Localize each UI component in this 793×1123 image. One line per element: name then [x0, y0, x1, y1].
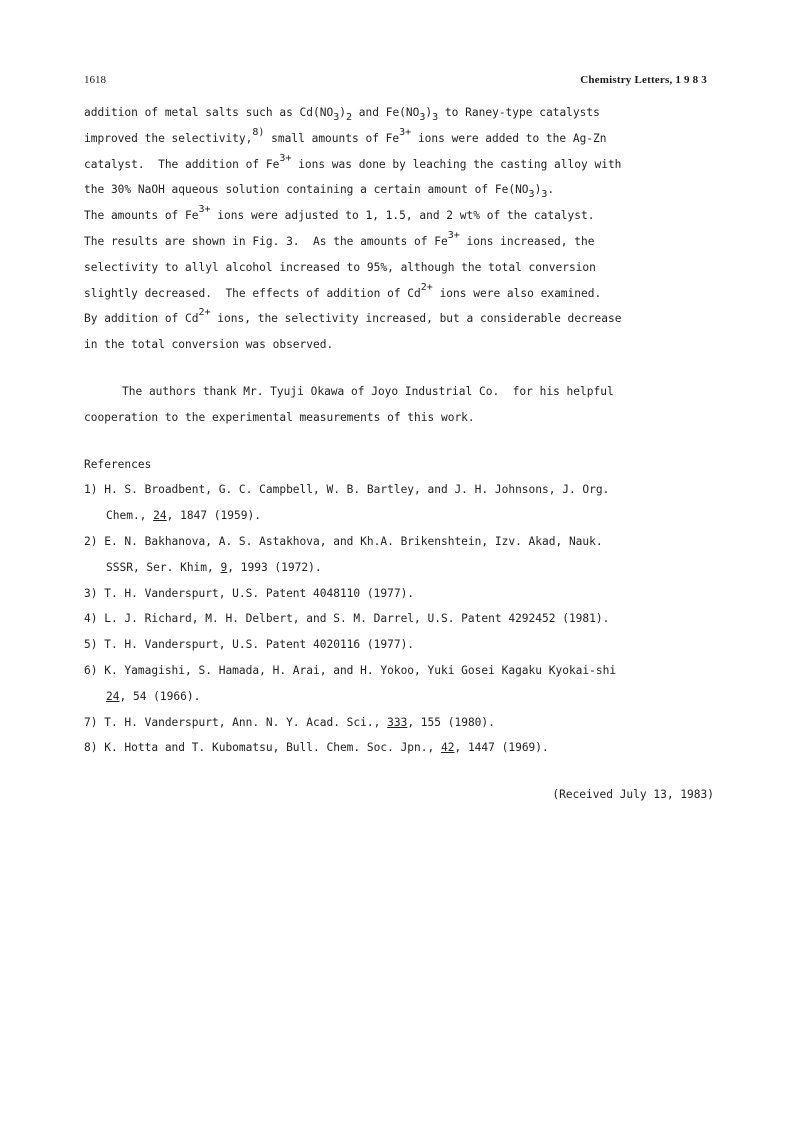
text-line: slightly decreased. The effects of addition of Cd2+ ions were also examined. [84, 281, 602, 300]
reference-item-continued: 24, 54 (1966). [106, 689, 201, 703]
reference-item: 1) H. S. Broadbent, G. C. Campbell, W. B. Bartley, and J. H. Johnsons, J. Org. [84, 483, 610, 497]
reference-item: 8) K. Hotta and T. Kubomatsu, Bull. Chem. Soc. Jpn., 42, 1447 (1969). [84, 741, 549, 755]
spacer [84, 761, 714, 782]
references-section [84, 452, 714, 762]
reference-item-continued: SSSR, Ser. Khim, 9, 1993 (1972). [106, 560, 322, 574]
text-line: The authors thank Mr. Tyuji Okawa of Joyo Industrial Co. for his helpful [122, 384, 614, 398]
text-line: the 30% NaOH aqueous solution containing a certain amount of Fe(NO3)3. [84, 183, 555, 201]
reference-item: 4) L. J. Richard, M. H. Delbert, and S. M. Darrel, U.S. Patent 4292452 (1981). [84, 612, 610, 626]
reference-item: 5) T. H. Vanderspurt, U.S. Patent 4020116 (1977). [84, 638, 415, 652]
received-date: (Received July 13, 1983) [552, 788, 714, 802]
page-header [84, 74, 707, 90]
reference-item-continued: Chem., 24, 1847 (1959). [106, 509, 261, 523]
spacer [84, 358, 714, 379]
text-line: The results are shown in Fig. 3. As the amounts of Fe3+ ions increased, the [84, 229, 595, 248]
body-paragraph [84, 100, 714, 358]
journal-title: Chemistry Letters, 1 9 8 3 [580, 74, 707, 86]
reference-item: 3) T. H. Vanderspurt, U.S. Patent 4048110 (1977). [84, 586, 415, 600]
text-line: catalyst. The addition of Fe3+ ions was done by leaching the casting alloy with [84, 152, 622, 171]
reference-item: 2) E. N. Bakhanova, A. S. Astakhova, and Kh.A. Brikenshtein, Izv. Akad, Nauk. [84, 534, 603, 548]
text-line: cooperation to the experimental measurements of this work. [84, 410, 475, 424]
text-line: The amounts of Fe3+ ions were adjusted to 1, 1.5, and 2 wt% of the catalyst. [84, 204, 595, 223]
acknowledgement [84, 379, 714, 431]
spacer [84, 431, 714, 452]
text-line: By addition of Cd2+ ions, the selectivity increased, but a considerable decrease [84, 307, 622, 326]
page-number: 1618 [84, 74, 106, 86]
text-line: in the total conversion was observed. [84, 338, 334, 352]
reference-item: 6) K. Yamagishi, S. Hamada, H. Arai, and H. Yokoo, Yuki Gosei Kagaku Kyokai-shi [84, 663, 617, 677]
text-line: improved the selectivity,8) small amounts of Fe3+ ions were added to the Ag-Zn [84, 126, 607, 145]
reference-item: 7) T. H. Vanderspurt, Ann. N. Y. Acad. Sci., 333, 155 (1980). [84, 715, 495, 729]
text-line: selectivity to allyl alcohol increased to 95%, although the total conversion [84, 260, 596, 274]
article-body [84, 100, 714, 808]
references-heading: References [84, 457, 152, 471]
citation-superscript: 8) [252, 126, 265, 138]
text-line: addition of metal salts such as Cd(NO3)2 and Fe(NO3)3 to Raney-type catalysts [84, 106, 600, 123]
